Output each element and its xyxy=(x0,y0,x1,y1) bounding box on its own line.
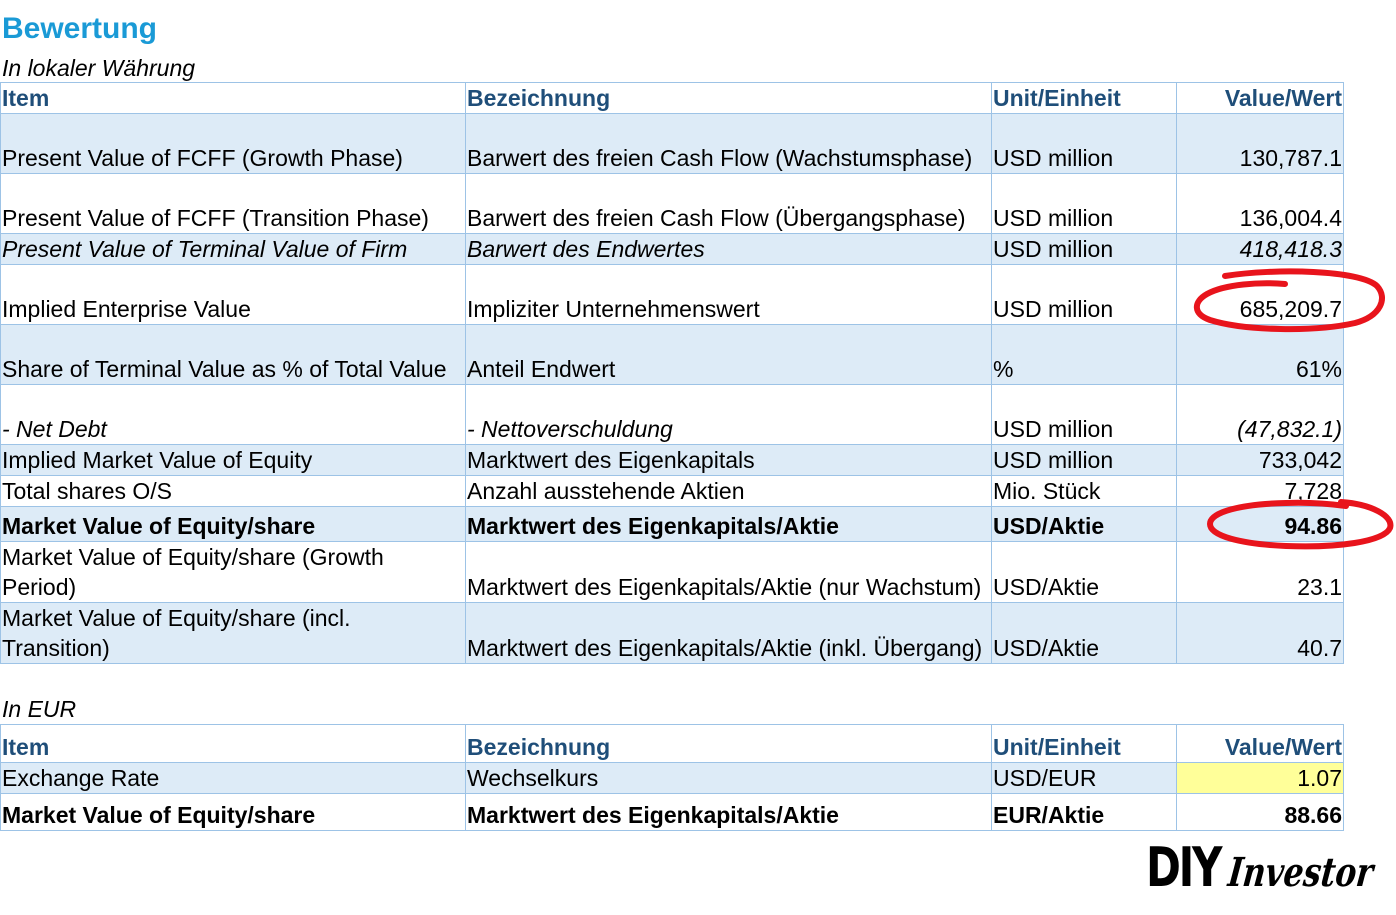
row-value: 130,787.1 xyxy=(1177,114,1344,174)
header-bezeichnung: Bezeichnung xyxy=(466,725,992,763)
exchange-rate-value: 1.07 xyxy=(1177,763,1344,794)
row-value: (47,832.1) xyxy=(1177,385,1344,445)
table-row xyxy=(1,476,1344,507)
row-unit: USD million xyxy=(992,114,1177,174)
table-header-row xyxy=(1,725,1344,763)
table-row xyxy=(1,234,1344,265)
logo-diy-text: DIY xyxy=(1146,836,1221,899)
row-bezeichnung: Marktwert des Eigenkapitals/Aktie xyxy=(466,507,992,542)
table-row xyxy=(1,763,1344,794)
row-item: Present Value of Terminal Value of Firm xyxy=(1,234,466,265)
row-bezeichnung: Marktwert des Eigenkapitals/Aktie (nur Wachstum) xyxy=(466,542,992,603)
row-unit: USD million xyxy=(992,174,1177,234)
row-item: Implied Enterprise Value xyxy=(1,265,466,325)
page-title: Bewertung xyxy=(2,12,158,45)
row-bezeichnung: Barwert des freien Cash Flow (Übergangsphase) xyxy=(466,174,992,234)
row-value: 23.1 xyxy=(1177,542,1344,603)
row-item: Market Value of Equity/share (Growth Period) xyxy=(1,542,466,603)
row-value: 685,209.7 xyxy=(1177,265,1344,325)
header-unit: Unit/Einheit xyxy=(992,83,1177,114)
row-unit: USD/Aktie xyxy=(992,507,1177,542)
row-item: Exchange Rate xyxy=(1,763,466,794)
row-unit: USD million xyxy=(992,234,1177,265)
table-row xyxy=(1,385,1344,445)
eur-valuation-table xyxy=(0,724,1344,831)
row-item: Market Value of Equity/share xyxy=(1,794,466,831)
row-value: 61% xyxy=(1177,325,1344,385)
table-row xyxy=(1,265,1344,325)
header-unit: Unit/Einheit xyxy=(992,725,1177,763)
diy-investor-logo xyxy=(1146,836,1396,899)
row-value: 88.66 xyxy=(1177,794,1344,831)
eur-subtitle: In EUR xyxy=(2,696,77,722)
row-item: Implied Market Value of Equity xyxy=(1,445,466,476)
row-bezeichnung: Anzahl ausstehende Aktien xyxy=(466,476,992,507)
logo-investor-text: Investor xyxy=(1225,849,1376,896)
row-item: Share of Terminal Value as % of Total Value xyxy=(1,325,466,385)
row-item: Present Value of FCFF (Growth Phase) xyxy=(1,114,466,174)
row-unit: USD million xyxy=(992,445,1177,476)
row-bezeichnung: Marktwert des Eigenkapitals xyxy=(466,445,992,476)
row-value: 7,728 xyxy=(1177,476,1344,507)
row-item: Total shares O/S xyxy=(1,476,466,507)
row-unit: USD million xyxy=(992,385,1177,445)
local-valuation-table xyxy=(0,82,1344,664)
row-unit: USD million xyxy=(992,265,1177,325)
header-item: Item xyxy=(1,725,466,763)
equity-per-share-highlight-circle xyxy=(1196,494,1396,554)
table-row xyxy=(1,114,1344,174)
row-unit: EUR/Aktie xyxy=(992,794,1177,831)
row-unit: USD/Aktie xyxy=(992,603,1177,664)
header-value: Value/Wert xyxy=(1177,725,1344,763)
table-row xyxy=(1,542,1344,603)
row-unit: USD/EUR xyxy=(992,763,1177,794)
table-row xyxy=(1,325,1344,385)
local-currency-subtitle: In lokaler Währung xyxy=(2,55,196,81)
row-unit: USD/Aktie xyxy=(992,542,1177,603)
table-header-row xyxy=(1,83,1344,114)
row-bezeichnung: Marktwert des Eigenkapitals/Aktie (inkl. Übergang) xyxy=(466,603,992,664)
row-unit: % xyxy=(992,325,1177,385)
table-row xyxy=(1,174,1344,234)
row-bezeichnung: Wechselkurs xyxy=(466,763,992,794)
row-value: 40.7 xyxy=(1177,603,1344,664)
table-row xyxy=(1,445,1344,476)
row-bezeichnung: - Nettoverschuldung xyxy=(466,385,992,445)
enterprise-value-highlight-circle xyxy=(1185,268,1390,336)
row-item: - Net Debt xyxy=(1,385,466,445)
row-bezeichnung: Barwert des Endwertes xyxy=(466,234,992,265)
row-value: 733,042 xyxy=(1177,445,1344,476)
table-row xyxy=(1,507,1344,542)
header-item: Item xyxy=(1,83,466,114)
header-bezeichnung: Bezeichnung xyxy=(466,83,992,114)
row-value: 418,418.3 xyxy=(1177,234,1344,265)
row-item: Market Value of Equity/share xyxy=(1,507,466,542)
row-item: Present Value of FCFF (Transition Phase) xyxy=(1,174,466,234)
row-unit: Mio. Stück xyxy=(992,476,1177,507)
table-row xyxy=(1,603,1344,664)
row-bezeichnung: Impliziter Unternehmenswert xyxy=(466,265,992,325)
row-item: Market Value of Equity/share (incl. Transition) xyxy=(1,603,466,664)
row-bezeichnung: Anteil Endwert xyxy=(466,325,992,385)
row-value: 94.86 xyxy=(1177,507,1344,542)
row-bezeichnung: Barwert des freien Cash Flow (Wachstumsphase) xyxy=(466,114,992,174)
row-bezeichnung: Marktwert des Eigenkapitals/Aktie xyxy=(466,794,992,831)
header-value: Value/Wert xyxy=(1177,83,1344,114)
row-value: 136,004.4 xyxy=(1177,174,1344,234)
table-row xyxy=(1,794,1344,831)
